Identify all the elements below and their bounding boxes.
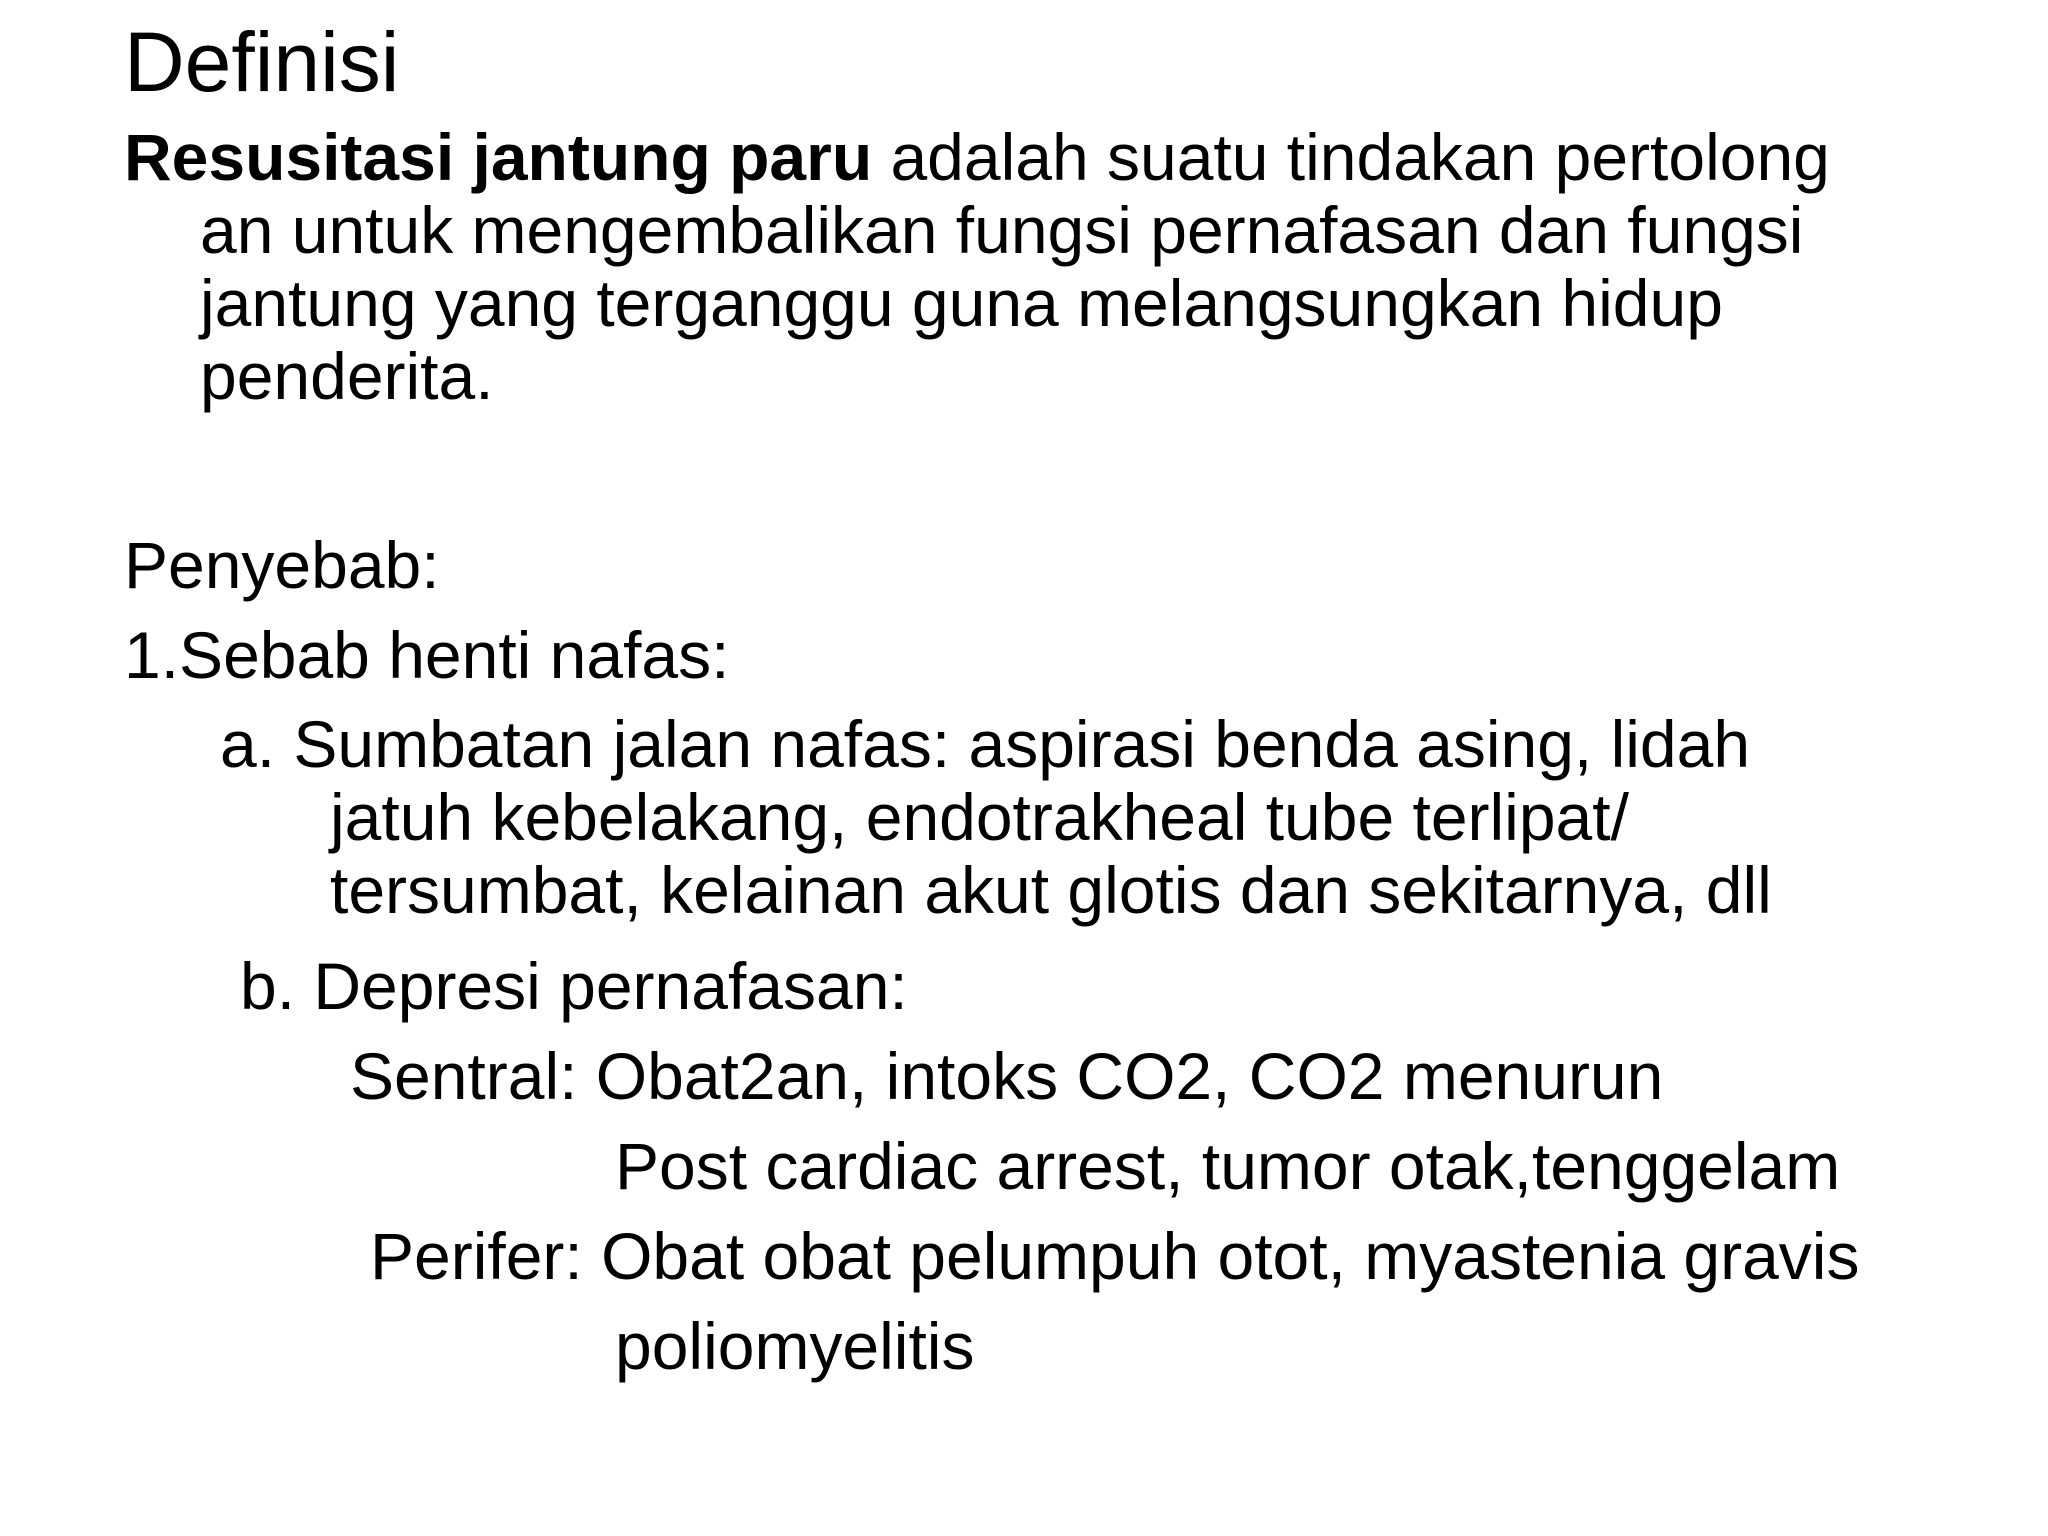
perifer-line-2: poliomyelitis [615, 1309, 975, 1383]
definition-line-4: penderita. [200, 339, 494, 413]
definition-line-1 [124, 120, 1830, 194]
cause-a-line-3: tersumbat, kelainan akut glotis dan sekitarnya, dll [330, 853, 1772, 927]
cause-item-1: 1.Sebab henti nafas: [124, 618, 730, 692]
cause-b-line-1: b. Depresi pernafasan: [240, 949, 908, 1023]
cause-a-line-1: a. Sumbatan jalan nafas: aspirasi benda asing, lidah [220, 707, 1751, 781]
definition-line-3: jantung yang terganggu guna melangsungkan hidup [200, 266, 1723, 340]
perifer-line-1: Perifer: Obat obat pelumpuh otot, myastenia gravis [370, 1219, 1860, 1293]
definition-line-2: an untuk mengembalikan fungsi pernafasan dan fungsi [200, 193, 1804, 267]
cause-a-line-2: jatuh kebelakang, endotrakheal tube terlipat/ [330, 780, 1629, 854]
sentral-line-2: Post cardiac arrest, tumor otak,tenggelam [615, 1129, 1841, 1203]
causes-heading: Penyebab: [124, 528, 440, 602]
definition-term: Resusitasi jantung paru [124, 120, 873, 194]
sentral-line-1: Sentral: Obat2an, intoks CO2, CO2 menurun [350, 1039, 1664, 1113]
slide-title: Definisi [124, 15, 400, 109]
definition-line-1-rest: adalah suatu tindakan pertolong [872, 120, 1830, 194]
